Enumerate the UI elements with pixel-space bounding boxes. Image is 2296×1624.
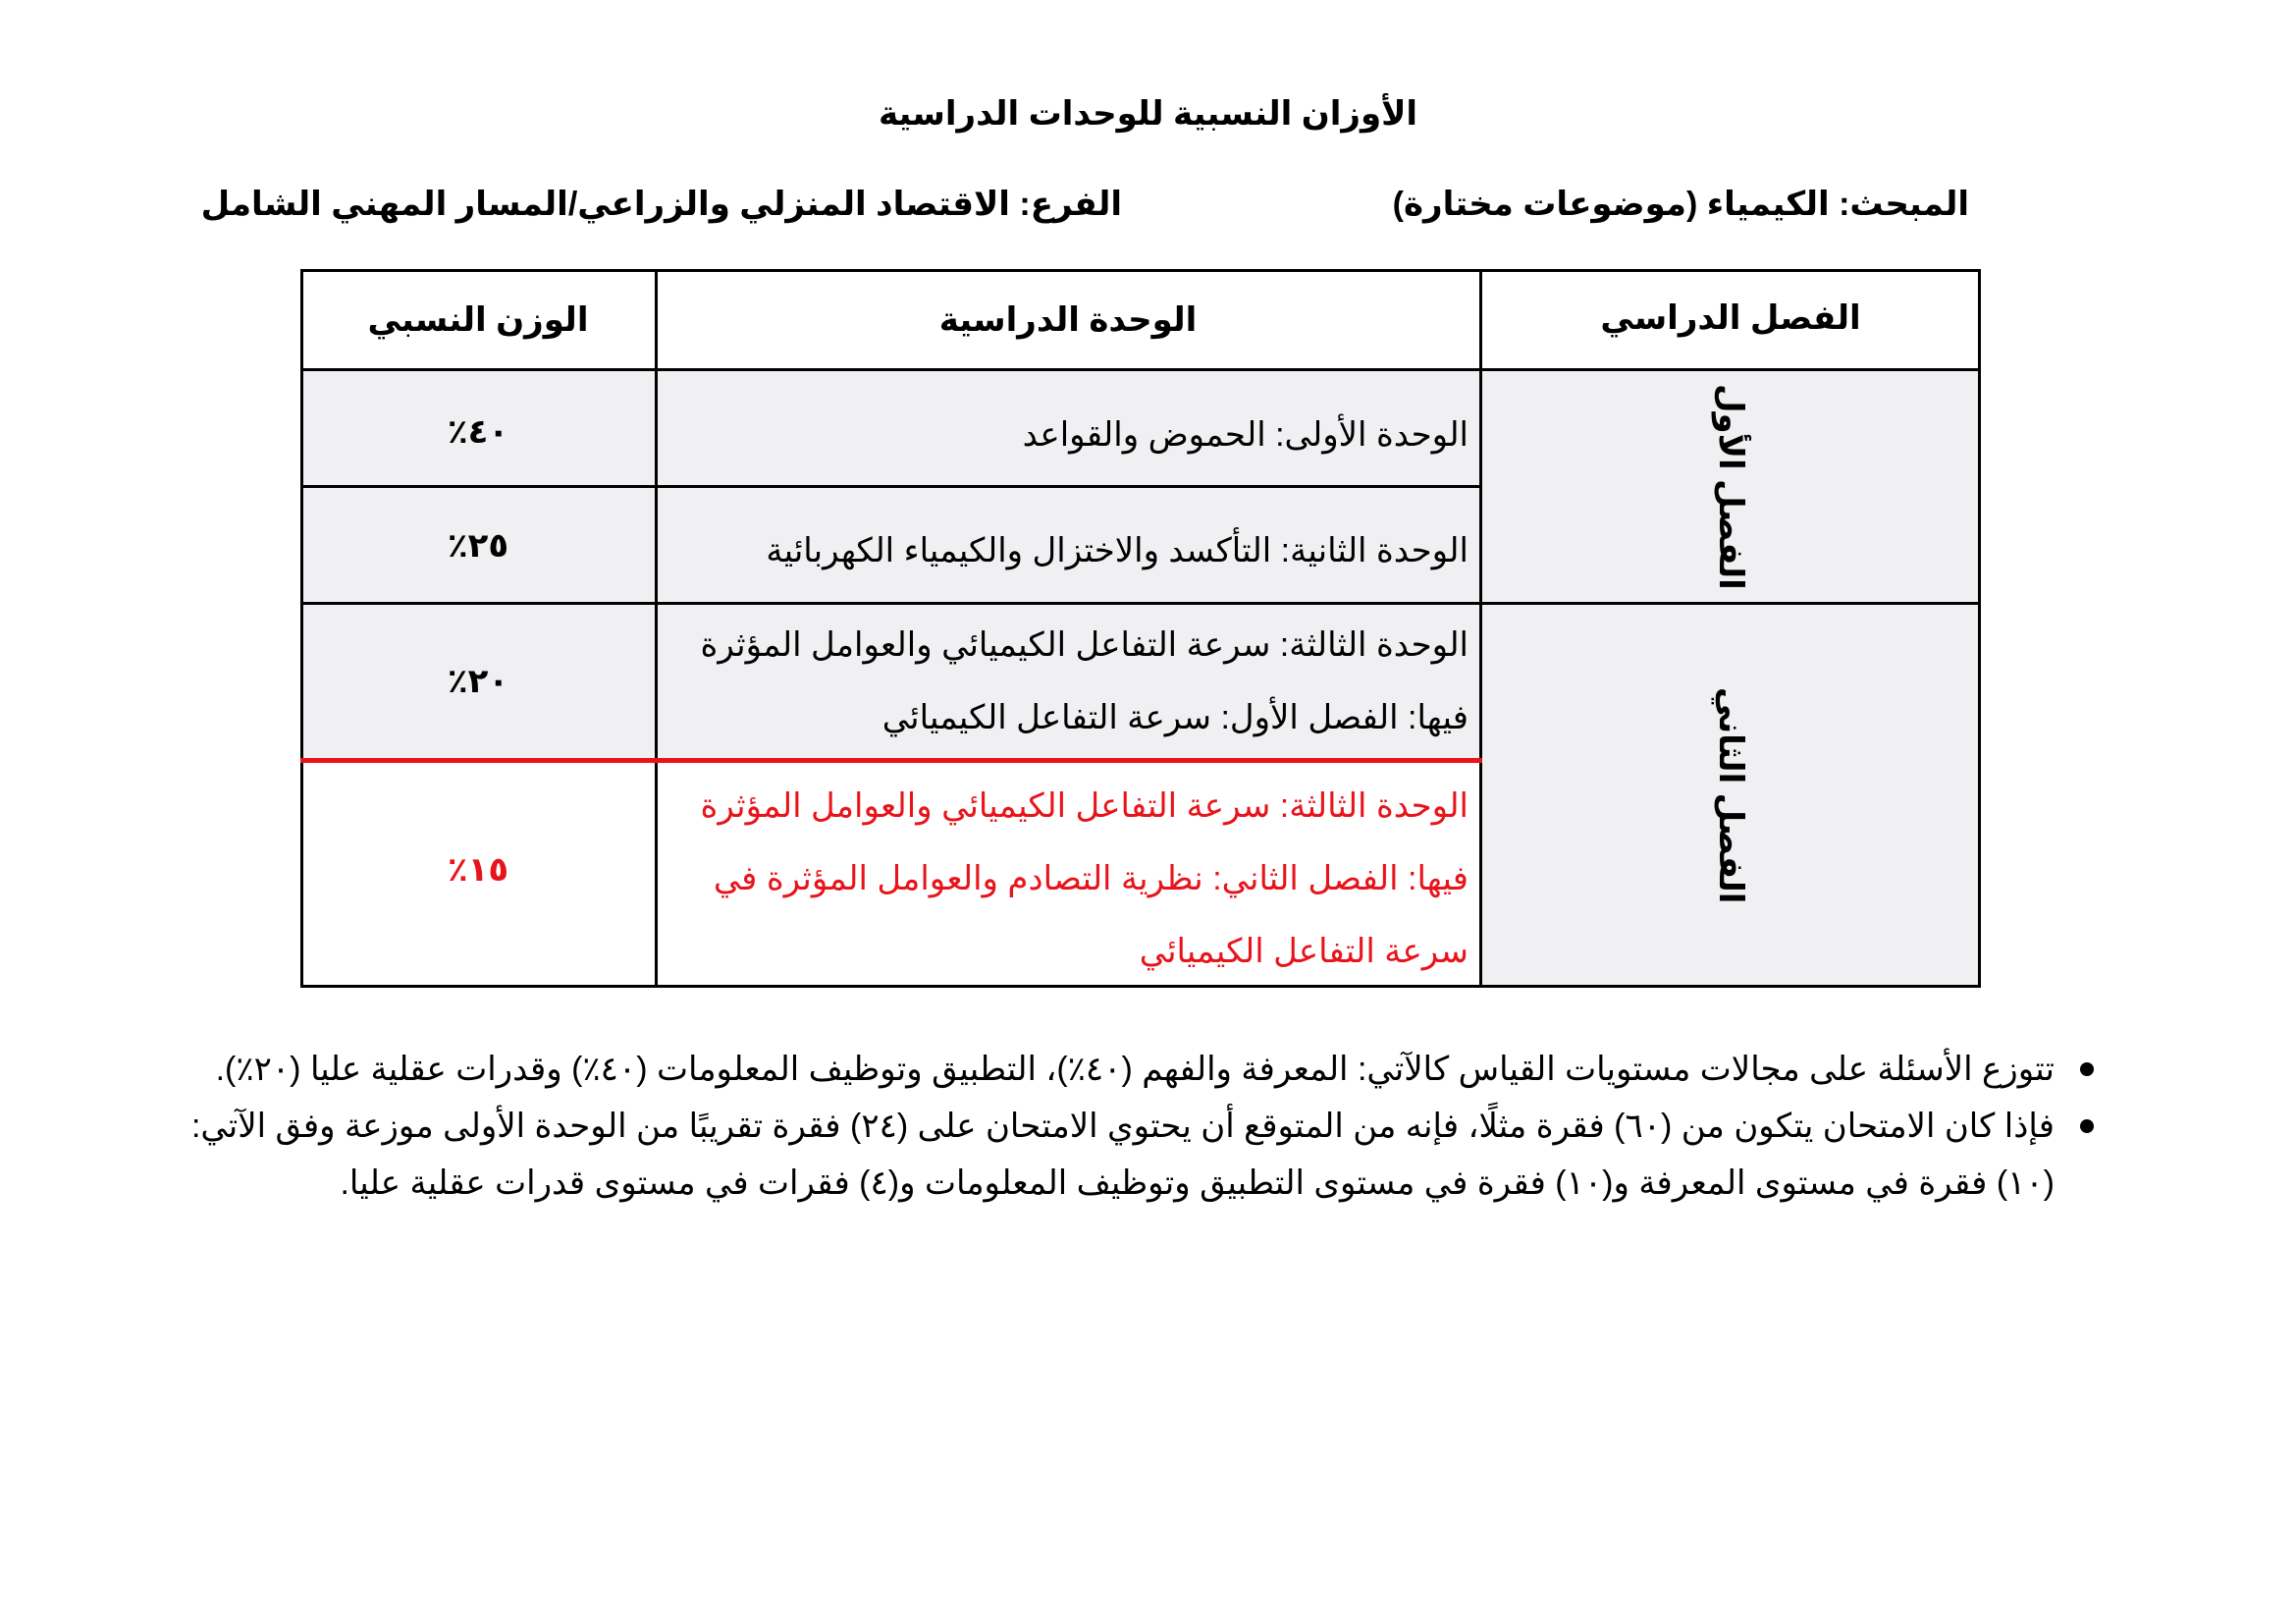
row-4-unit-line-3: سرعة التفاعل الكيميائي <box>1139 933 1468 970</box>
note-2-line-1: فإذا كان الامتحان يتكون من (٦٠) فقرة مثلًا، فإنه من المتوقع أن يحتوي الامتحان على (٢٤) فقرة تقريبًا من الوحدة الأولى موزعة وفق الآتي: <box>190 1108 2055 1145</box>
table-border-top <box>300 269 1981 272</box>
notes-list <box>42 1041 2104 1212</box>
header-unit: الوحدة الدراسية <box>938 301 1198 339</box>
semester-2-label: الفصل الثاني <box>1712 686 1749 904</box>
row-1-unit <box>644 399 1480 471</box>
branch-label: الفرع: الاقتصاد المنزلي والزراعي/المسار المهني الشامل <box>200 186 1122 223</box>
row-divider-1 <box>300 485 1482 488</box>
row-3-unit-line-1: الوحدة الثالثة: سرعة التفاعل الكيميائي والعوامل المؤثرة <box>700 626 1468 664</box>
row-4-unit-line-1: الوحدة الثالثة: سرعة التفاعل الكيميائي والعوامل المؤثرة <box>700 787 1468 825</box>
note-1-line-1: تتوزع الأسئلة على مجالات مستويات القياس كالآتي: المعرفة والفهم (٤٠٪)، التطبيق وتوظيف المعلومات (٤٠٪) وقدرات عقلية عليا (٢٠٪). <box>215 1051 2055 1088</box>
row-1-weight: ٤٠٪ <box>447 413 509 451</box>
bullet-icon <box>2080 1119 2094 1133</box>
note-2-line-2: (١٠) فقرة في مستوى المعرفة و(١٠) فقرة في مستوى التطبيق وتوظيف المعلومات و(٤) فقرات في مستوى قدرات عقلية عليا. <box>340 1164 2055 1202</box>
page-title: الأوزان النسبية للوحدات الدراسية <box>878 95 1418 133</box>
row-divider-red <box>300 758 1482 763</box>
table-border-left <box>300 269 303 988</box>
row-2-weight: ٢٥٪ <box>447 527 509 565</box>
row-4-weight: ١٥٪ <box>447 851 509 889</box>
row-1-unit-line-1: الوحدة الأولى: الحموض والقواعد <box>1022 416 1468 454</box>
bullet-icon <box>2080 1062 2094 1076</box>
subject-label: المبحث: الكيمياء (موضوعات مختارة) <box>1392 186 1969 223</box>
weights-table <box>300 269 1981 988</box>
table-border-right <box>1978 269 1981 988</box>
row-4-unit-line-2: فيها: الفصل الثاني: نظرية التصادم والعوامل المؤثرة في <box>713 860 1468 897</box>
table-border-bottom <box>300 985 1981 988</box>
note-item <box>42 1098 2104 1212</box>
row-3-weight: ٢٠٪ <box>447 663 509 700</box>
column-divider-2 <box>1479 269 1482 988</box>
note-item <box>42 1041 2104 1098</box>
row-3-unit-line-2: فيها: الفصل الأول: سرعة التفاعل الكيميائي <box>881 699 1468 736</box>
column-divider-1 <box>655 269 658 988</box>
row-3-unit <box>644 609 1480 754</box>
header-weight: الوزن النسبي <box>367 301 589 339</box>
semester-1-label: الفصل الأول <box>1712 384 1749 590</box>
header-divider <box>300 368 1981 371</box>
row-divider-2 <box>300 602 1981 605</box>
row-4-unit <box>644 770 1480 988</box>
row-2-unit <box>644 514 1480 587</box>
header-semester: الفصل الدراسي <box>1600 299 1861 337</box>
row-2-unit-line-1: الوحدة الثانية: التأكسد والاختزال والكيمياء الكهربائية <box>766 532 1468 569</box>
